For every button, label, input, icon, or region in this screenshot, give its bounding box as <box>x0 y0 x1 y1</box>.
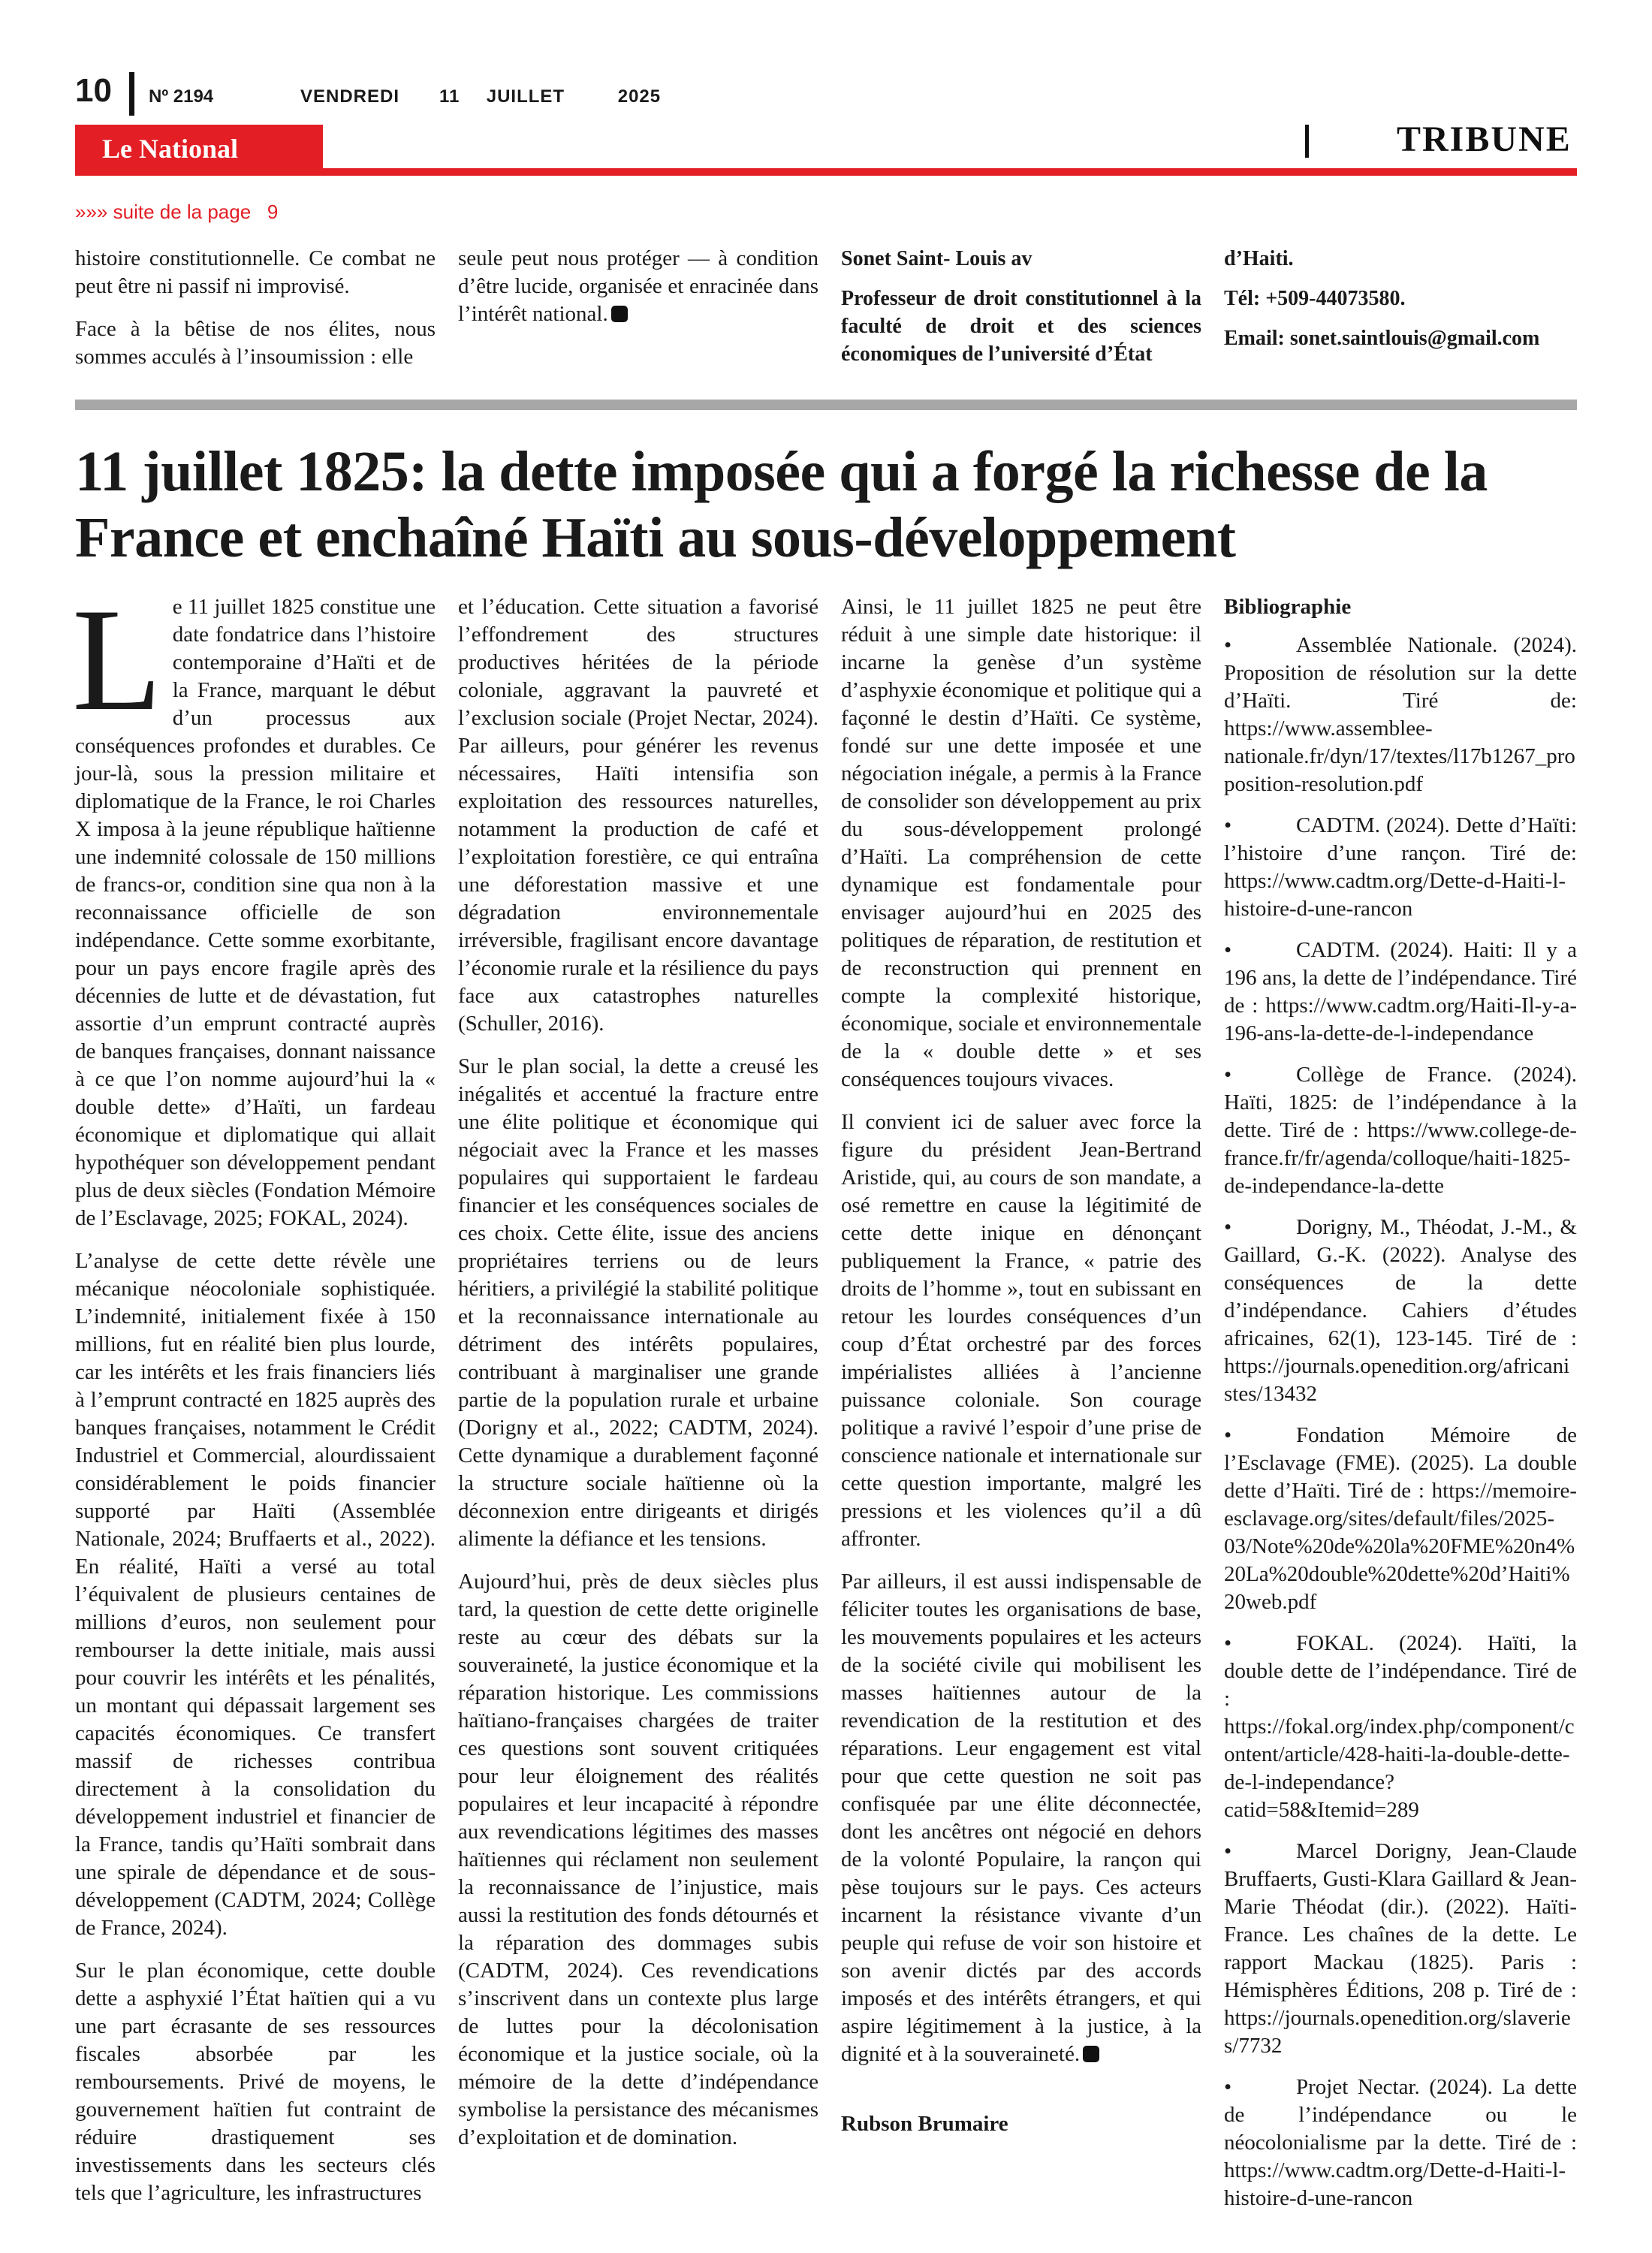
bullet-icon: • <box>1224 1063 1232 1087</box>
end-mark-icon <box>1083 2046 1099 2062</box>
bullet-icon: • <box>1224 633 1232 657</box>
article-divider <box>75 400 1577 410</box>
signature-phone: Tél: +509-44073580. <box>1224 287 1406 310</box>
top-article-column-2 <box>458 245 818 343</box>
paragraph: Sur le plan social, la dette a creusé les inégalités et accentué la fracture entre une élite politique et économique qui négociait avec la France et les masses populaires qui supportaient le fardeau financier et les conséquences sociales de ces choix. Cette élite, issue des anciens propriétaires terriens ou de leurs héritiers, a privilégié la stabilité politique et la reconnaissance internationale au détriment des intérêts populaires, contribuant à marginaliser une grande partie de la population rurale et urbaine (Dorigny et al., 2022; CADTM, 2024). Cette dynamique a durablement façonné la structure sociale haïtienne où la déconnexion entre dirigeants et dirigés alimente la défiance et les tensions. <box>458 1054 818 1551</box>
header-separator <box>129 72 134 116</box>
bibliography-title: Bibliographie <box>1224 595 1352 619</box>
bibliography-item <box>1224 1422 1577 1616</box>
bibliography-item <box>1224 632 1577 798</box>
bibliography-text: Dorigny, M., Théodat, J.-M., & Gaillard, G.-K. (2022). Analyse des conséquences de la dette d’indépendance. Cahiers d’études africaines, 62(1), 123-145. Tiré de : https://journals.openedition.org/africanistes/13432 <box>1224 1215 1577 1406</box>
article-column-1 <box>72 578 436 2222</box>
bibliography-text: Fondation Mémoire de l’Esclavage (FME). (2025). La double dette d’Haïti. Tiré de : https://memoire-esclavage.org/sites/default/files/2025-03/Note%20de%20la%20FME%20n4%20La%20double%20dette%20d’Haiti%20web.pdf <box>1224 1423 1577 1614</box>
bullet-icon: • <box>1224 813 1232 837</box>
issue-date: VENDREDI 11 JUILLET 2025 <box>300 86 662 107</box>
bibliography-item <box>1224 1630 1577 1824</box>
brand-name: Le National <box>102 134 239 164</box>
paragraph: Aujourd’hui, près de deux siècles plus tard, la question de cette dette originelle reste au cœur des débats sur la souveraineté, la justice économique et la réparation historique. Les commissions haïtiano-françaises chargées de traiter ces questions sont souvent critiquées pour leur éloignement des réalités populaires et leur incapacité à répondre aux revendications légitimes des masses haïtiennes qui réclament non seulement la reconnaissance de l’injustice, mais aussi la restitution des fonds détournés et la réparation des dommages subis (CADTM, 2024). Ces revendications s’inscrivent dans un contexte plus large de luttes pour la décolonisation économique et la justice sociale, où la mémoire de la dette d’indépendance symbolise la persistance des mécanismes d’exploitation et de domination. <box>458 1570 818 2149</box>
bibliography-text: Projet Nectar. (2024). La dette de l’indépendance ou le néocolonialisme par la dette. Tiré de : https://www.cadtm.org/Dette-d-Haiti-l-histoire-d-une-rancon <box>1224 2075 1577 2210</box>
article-author: Rubson Brumaire <box>841 2112 1008 2136</box>
bibliography-item <box>1224 1838 1577 2060</box>
bibliography-item <box>1224 936 1577 1048</box>
paragraph-text: e 11 juillet 1825 constitue une date fondatrice dans l’histoire contemporaine d’Haïti et de la France, marquant le début d’un processus aux conséquences profondes et durables. Ce jour-là, sous la pression militaire et diplomatique de la France, le roi Charles X imposa à la jeune république haïtienne une indemnité colossale de 150 millions de francs-or, condition sine qua non à la reconnaissance officielle de son indépendance. Cette somme exorbitante, pour un pays encore fragile après des décennies de lutte et de dévastation, fut assortie d’un emprunt contracté auprès de banques françaises, donnant naissance à ce que l’on nomme aujourd’hui la « double dette» d’Haïti, un fardeau économique et diplomatique qui allait hypothéquer son développement pendant plus de deux siècles (Fondation Mémoire de l’Esclavage, 2025; FOKAL, 2024). <box>75 595 436 1230</box>
paragraph <box>72 578 436 1232</box>
signature-email: Email: sonet.saintlouis@gmail.com <box>1224 327 1540 350</box>
drop-cap: L <box>72 578 162 741</box>
bibliography-text: FOKAL. (2024). Haïti, la double dette de l’indépendance. Tiré de : https://fokal.org/index.php/component/content/article/428-haiti-la-double-dette-de-l-independance?catid=58&Itemid=289 <box>1224 1631 1577 1822</box>
section-separator <box>1305 125 1309 158</box>
continued-from: »»» suite de la page 9 <box>75 201 279 223</box>
bibliography-item <box>1224 2074 1577 2212</box>
bibliography-text: Collège de France. (2024). Haïti, 1825: de l’indépendance à la dette. Tiré de : https://www.college-de-france.fr/fr/agenda/colloque/haiti-1825-de-independance-la-dette <box>1224 1063 1577 1198</box>
paragraph: L’analyse de cette dette révèle une mécanique néocoloniale sophistiquée. L’indemnité, initialement fixée à 150 millions, fut en réalité bien plus lourde, car les intérêts et les frais financiers liés à l’emprunt contracté en 1825 auprès des banques françaises, notamment le Crédit Industriel et Commercial, alourdissaient considérablement le poids financier supporté par Haïti (Assemblée Nationale, 2024; Bruffaerts et al., 2022). En réalité, Haïti a versé au total l’équivalent de plusieurs centaines de millions d’euros, non seulement pour rembourser la dette initiale, mais aussi pour couvrir les intérêts et les pénalités, un montant qui dépassait largement ses capacités économiques. Ce transfert massif de richesses contribua directement à la consolidation du développement industriel et financier de la France, tandis qu’Haïti sombrait dans une spirale de dépendance et de sous-développement (CADTM, 2024; Collège de France, 2024). <box>75 1249 436 1940</box>
bibliography-text: Marcel Dorigny, Jean-Claude Bruffaerts, Gusti-Klara Gaillard & Jean-Marie Théodat (dir.). (2022). Haïti-France. Les chaînes de la dette. Le rapport Mackau (1825). Paris : Hémisphères Éditions, 208 p. Tiré de : https://journals.openedition.org/slaveries/7732 <box>1224 1839 1577 2058</box>
page-number: 10 <box>75 72 112 109</box>
paragraph: et l’éducation. Cette situation a favorisé l’effondrement des structures productives héritées de la période coloniale, aggravant la pauvreté et l’exclusion sociale (Projet Nectar, 2024). Par ailleurs, pour générer les revenus nécessaires, Haïti intensifia son exploitation des ressources naturelles, notamment la production de café et l’exploitation forestière, ce qui entraîna une déforestation massive et une dégradation environnementale irréversible, fragilisant encore davantage l’économie rurale et la résilience du pays face aux catastrophes naturelles (Schuller, 2016). <box>458 595 818 1036</box>
bibliography <box>1224 593 1577 2226</box>
bibliography-item <box>1224 812 1577 923</box>
end-mark-icon <box>611 306 628 322</box>
paragraph: Ainsi, le 11 juillet 1825 ne peut être réduit à une simple date historique: il incarne la genèse d’un système d’asphyxie économique et politique qui a façonné le destin d’Haïti. Ce système, fondé sur une dette imposée et une négociation inégale, a permis à la France de consolider son développement au prix du sous-développement prolongé d’Haïti. La compréhension de cette dynamique est fondamentale pour envisager aujourd’hui en 2025 des politiques de réparation, de restitution et de reconstruction qui prennent en compte la complexité historique, économique, sociale et environnementale de la « double dette » et ses conséquences toujours vivaces. <box>841 595 1201 1091</box>
section-title: TRIBUNE <box>1397 119 1572 159</box>
bullet-icon: • <box>1224 1631 1232 1655</box>
paragraph <box>458 245 818 328</box>
paragraph: Face à la bêtise de nos élites, nous sommes acculés à l’insoumission : elle <box>75 317 436 369</box>
article-headline: 11 juillet 1825: la dette imposée qui a forgé la richesse de la France et enchaîné Haïti au sous-développement <box>75 440 1488 569</box>
paragraph: histoire constitutionnelle. Ce combat ne peut être ni passif ni improvisé. <box>75 246 436 298</box>
bibliography-text: Assemblée Nationale. (2024). Proposition de résolution sur la dette d’Haïti. Tiré de: https://www.assemblee-nationale.fr/dyn/17/textes/l17b1267_proposition-resolution.pdf <box>1224 633 1577 796</box>
bibliography-item <box>1224 1214 1577 1408</box>
signature-title-end: d’Haiti. <box>1224 247 1294 270</box>
signature-name: Sonet Saint- Louis av <box>841 247 1032 270</box>
bullet-icon: • <box>1224 1215 1232 1239</box>
bibliography-list <box>1224 632 1577 2212</box>
bullet-icon: • <box>1224 2075 1232 2099</box>
signature-title: Professeur de droit constitutionnel à la faculté de droit et des sciences économiques de l’université d’État <box>841 287 1201 366</box>
paragraph-text: Par ailleurs, il est aussi indispensable de féliciter toutes les organisations de base, les mouvements populaires et les acteurs de la société civile qui mobilisent les masses haïtiennes autour de la revendication de la restitution et des réparations. Leur engagement est vital pour que cette question ne soit pas confisquée par une élite déconnectée, dont les ancêtres ont négocié en dehors de la volonté Populaire, la rançon qui pèse toujours sur le pays. Ces acteurs incarnent la résistance vivante d’un peuple qui refuse de voir son histoire et son avenir dictés par des accords imposés et des intérêts étrangers, et qui aspire légitimement à la justice, à la dignité et à la souveraineté. <box>841 1570 1201 2066</box>
article-column-3 <box>841 593 1201 2153</box>
bullet-icon: • <box>1224 938 1232 962</box>
top-article-column-1 <box>75 245 436 386</box>
bullet-icon: • <box>1224 1839 1232 1863</box>
header-red-line <box>75 168 1577 176</box>
article-column-2 <box>458 593 818 2167</box>
bibliography-text: CADTM. (2024). Haiti: Il y a 196 ans, la dette de l’indépendance. Tiré de : https://www.cadtm.org/Haiti-Il-y-a-196-ans-la-dette-de-l-independance <box>1224 938 1577 1045</box>
author-contact <box>1224 245 1577 364</box>
paragraph-text: seule peut nous protéger — à condition d’être lucide, organisée et enracinée dans l’intérêt national. <box>458 246 818 326</box>
bullet-icon: • <box>1224 1423 1232 1447</box>
author-signature <box>841 245 1201 380</box>
paragraph: Sur le plan économique, cette double dette a asphyxié l’État haïtien qui a vu une part écrasante de ses ressources fiscales absorbée par les remboursements. Privé de moyens, le gouvernement haïtien fut contraint de réduire drastiquement ses investissements dans les secteurs clés tels que l’agriculture, les infrastructures <box>75 1959 436 2205</box>
issue-number: Nº 2194 <box>149 86 214 107</box>
paragraph: Il convient ici de saluer avec force la figure du président Jean-Bertrand Aristide, qui, au cours de son mandate, a osé remettre en cause la légitimité de cette dette inique en dénonçant publiquement la France, « patrie des droits de l’homme », tout en subissant en retour les lourdes conséquences d’un coup d’État orchestré par des forces impérialistes alliées à l’ancienne puissance coloniale. Son courage politique a ravivé l’espoir d’une prise de conscience nationale et internationale sur cette question importante, malgré les pressions et les violences qu’il a dû affronter. <box>841 1110 1201 1551</box>
bibliography-text: CADTM. (2024). Dette d’Haïti: l’histoire d’une rançon. Tiré de: https://www.cadtm.org/Dette-d-Haiti-l-histoire-d-une-rancon <box>1224 813 1577 921</box>
paragraph <box>841 1568 1201 2068</box>
bibliography-item <box>1224 1061 1577 1200</box>
